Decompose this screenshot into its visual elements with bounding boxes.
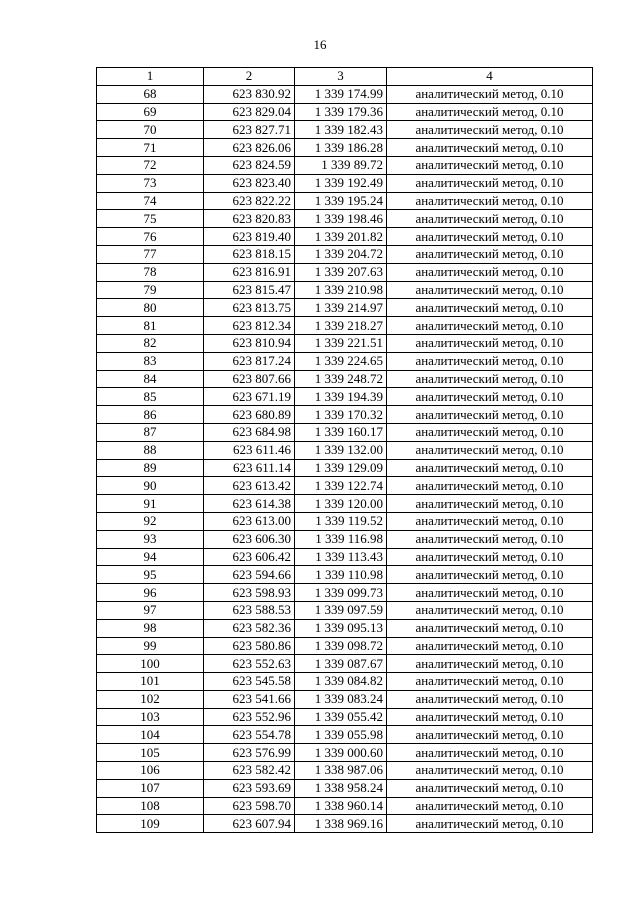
y-coordinate-cell: 1 339 119.52 [295, 512, 387, 530]
method-cell: аналитический метод, 0.10 [387, 637, 593, 655]
y-coordinate-cell: 1 338 960.14 [295, 797, 387, 815]
y-coordinate-cell: 1 339 248.72 [295, 370, 387, 388]
table-row [97, 192, 593, 210]
coordinates-table [96, 67, 593, 833]
x-coordinate-cell: 623 545.58 [204, 673, 295, 691]
point-number-cell: 103 [97, 708, 204, 726]
table-row [97, 512, 593, 530]
table-row [97, 441, 593, 459]
table-row [97, 726, 593, 744]
x-coordinate-cell: 623 816.91 [204, 263, 295, 281]
table-row [97, 388, 593, 406]
table-row [97, 530, 593, 548]
table-row [97, 601, 593, 619]
x-coordinate-cell: 623 815.47 [204, 281, 295, 299]
x-coordinate-cell: 623 611.14 [204, 459, 295, 477]
method-cell: аналитический метод, 0.10 [387, 245, 593, 263]
method-cell: аналитический метод, 0.10 [387, 584, 593, 602]
point-number-cell: 101 [97, 673, 204, 691]
table-row [97, 584, 593, 602]
point-number-cell: 96 [97, 584, 204, 602]
method-cell: аналитический метод, 0.10 [387, 192, 593, 210]
x-coordinate-cell: 623 607.94 [204, 815, 295, 833]
point-number-cell: 89 [97, 459, 204, 477]
x-coordinate-cell: 623 582.42 [204, 762, 295, 780]
point-number-cell: 105 [97, 744, 204, 762]
table-row [97, 708, 593, 726]
point-number-cell: 99 [97, 637, 204, 655]
x-coordinate-cell: 623 613.42 [204, 477, 295, 495]
method-cell: аналитический метод, 0.10 [387, 370, 593, 388]
x-coordinate-cell: 623 813.75 [204, 299, 295, 317]
y-coordinate-cell: 1 339 174.99 [295, 85, 387, 103]
y-coordinate-cell: 1 339 214.97 [295, 299, 387, 317]
point-number-cell: 109 [97, 815, 204, 833]
page-number: 16 [313, 37, 327, 52]
column-header-y: 3 [295, 68, 387, 86]
point-number-cell: 84 [97, 370, 204, 388]
table-row [97, 655, 593, 673]
table-row [97, 210, 593, 228]
table-row [97, 423, 593, 441]
method-cell: аналитический метод, 0.10 [387, 406, 593, 424]
x-coordinate-cell: 623 829.04 [204, 103, 295, 121]
y-coordinate-cell: 1 339 201.82 [295, 228, 387, 246]
method-cell: аналитический метод, 0.10 [387, 156, 593, 174]
y-coordinate-cell: 1 339 083.24 [295, 690, 387, 708]
point-number-cell: 70 [97, 121, 204, 139]
table-body [97, 85, 593, 832]
point-number-cell: 81 [97, 317, 204, 335]
y-coordinate-cell: 1 338 969.16 [295, 815, 387, 833]
table-row [97, 815, 593, 833]
x-coordinate-cell: 623 680.89 [204, 406, 295, 424]
y-coordinate-cell: 1 339 160.17 [295, 423, 387, 441]
method-cell: аналитический метод, 0.10 [387, 673, 593, 691]
y-coordinate-cell: 1 339 204.72 [295, 245, 387, 263]
table-row [97, 263, 593, 281]
table-row [97, 619, 593, 637]
point-number-cell: 102 [97, 690, 204, 708]
table-row [97, 762, 593, 780]
y-coordinate-cell: 1 339 170.32 [295, 406, 387, 424]
table-header-row [97, 68, 593, 86]
method-cell: аналитический метод, 0.10 [387, 726, 593, 744]
y-coordinate-cell: 1 339 110.98 [295, 566, 387, 584]
method-cell: аналитический метод, 0.10 [387, 103, 593, 121]
x-coordinate-cell: 623 810.94 [204, 334, 295, 352]
point-number-cell: 73 [97, 174, 204, 192]
table-row [97, 637, 593, 655]
y-coordinate-cell: 1 339 098.72 [295, 637, 387, 655]
method-cell: аналитический метод, 0.10 [387, 459, 593, 477]
x-coordinate-cell: 623 580.86 [204, 637, 295, 655]
table-row [97, 406, 593, 424]
x-coordinate-cell: 623 822.22 [204, 192, 295, 210]
y-coordinate-cell: 1 339 095.13 [295, 619, 387, 637]
point-number-cell: 76 [97, 228, 204, 246]
table-row [97, 744, 593, 762]
method-cell: аналитический метод, 0.10 [387, 690, 593, 708]
method-cell: аналитический метод, 0.10 [387, 388, 593, 406]
method-cell: аналитический метод, 0.10 [387, 121, 593, 139]
table-row [97, 121, 593, 139]
point-number-cell: 78 [97, 263, 204, 281]
table-row [97, 228, 593, 246]
method-cell: аналитический метод, 0.10 [387, 228, 593, 246]
method-cell: аналитический метод, 0.10 [387, 210, 593, 228]
table-row [97, 85, 593, 103]
point-number-cell: 92 [97, 512, 204, 530]
method-cell: аналитический метод, 0.10 [387, 423, 593, 441]
y-coordinate-cell: 1 339 055.42 [295, 708, 387, 726]
method-cell: аналитический метод, 0.10 [387, 655, 593, 673]
table-row [97, 673, 593, 691]
x-coordinate-cell: 623 598.70 [204, 797, 295, 815]
point-number-cell: 69 [97, 103, 204, 121]
point-number-cell: 104 [97, 726, 204, 744]
x-coordinate-cell: 623 824.59 [204, 156, 295, 174]
x-coordinate-cell: 623 671.19 [204, 388, 295, 406]
point-number-cell: 75 [97, 210, 204, 228]
point-number-cell: 91 [97, 495, 204, 513]
y-coordinate-cell: 1 339 198.46 [295, 210, 387, 228]
point-number-cell: 79 [97, 281, 204, 299]
y-coordinate-cell: 1 339 224.65 [295, 352, 387, 370]
y-coordinate-cell: 1 339 218.27 [295, 317, 387, 335]
method-cell: аналитический метод, 0.10 [387, 797, 593, 815]
table-row [97, 103, 593, 121]
method-cell: аналитический метод, 0.10 [387, 548, 593, 566]
point-number-cell: 94 [97, 548, 204, 566]
method-cell: аналитический метод, 0.10 [387, 334, 593, 352]
table-row [97, 459, 593, 477]
point-number-cell: 106 [97, 762, 204, 780]
y-coordinate-cell: 1 339 195.24 [295, 192, 387, 210]
point-number-cell: 86 [97, 406, 204, 424]
y-coordinate-cell: 1 339 116.98 [295, 530, 387, 548]
point-number-cell: 95 [97, 566, 204, 584]
y-coordinate-cell: 1 339 122.74 [295, 477, 387, 495]
x-coordinate-cell: 623 606.30 [204, 530, 295, 548]
point-number-cell: 74 [97, 192, 204, 210]
method-cell: аналитический метод, 0.10 [387, 530, 593, 548]
y-coordinate-cell: 1 339 207.63 [295, 263, 387, 281]
y-coordinate-cell: 1 338 958.24 [295, 779, 387, 797]
y-coordinate-cell: 1 339 179.36 [295, 103, 387, 121]
x-coordinate-cell: 623 598.93 [204, 584, 295, 602]
table-row [97, 245, 593, 263]
x-coordinate-cell: 623 593.69 [204, 779, 295, 797]
column-header-x: 2 [204, 68, 295, 86]
table-row [97, 779, 593, 797]
method-cell: аналитический метод, 0.10 [387, 263, 593, 281]
table-row [97, 370, 593, 388]
y-coordinate-cell: 1 339 186.28 [295, 139, 387, 157]
column-header-point-number: 1 [97, 68, 204, 86]
x-coordinate-cell: 623 830.92 [204, 85, 295, 103]
point-number-cell: 100 [97, 655, 204, 673]
y-coordinate-cell: 1 339 055.98 [295, 726, 387, 744]
point-number-cell: 88 [97, 441, 204, 459]
point-number-cell: 108 [97, 797, 204, 815]
x-coordinate-cell: 623 820.83 [204, 210, 295, 228]
method-cell: аналитический метод, 0.10 [387, 85, 593, 103]
y-coordinate-cell: 1 339 132.00 [295, 441, 387, 459]
point-number-cell: 87 [97, 423, 204, 441]
method-cell: аналитический метод, 0.10 [387, 299, 593, 317]
x-coordinate-cell: 623 552.63 [204, 655, 295, 673]
point-number-cell: 68 [97, 85, 204, 103]
method-cell: аналитический метод, 0.10 [387, 744, 593, 762]
y-coordinate-cell: 1 339 099.73 [295, 584, 387, 602]
x-coordinate-cell: 623 827.71 [204, 121, 295, 139]
x-coordinate-cell: 623 812.34 [204, 317, 295, 335]
x-coordinate-cell: 623 611.46 [204, 441, 295, 459]
x-coordinate-cell: 623 541.66 [204, 690, 295, 708]
point-number-cell: 90 [97, 477, 204, 495]
table-row [97, 334, 593, 352]
method-cell: аналитический метод, 0.10 [387, 619, 593, 637]
point-number-cell: 72 [97, 156, 204, 174]
y-coordinate-cell: 1 338 987.06 [295, 762, 387, 780]
y-coordinate-cell: 1 339 210.98 [295, 281, 387, 299]
point-number-cell: 107 [97, 779, 204, 797]
x-coordinate-cell: 623 826.06 [204, 139, 295, 157]
table-row [97, 477, 593, 495]
table-row [97, 139, 593, 157]
y-coordinate-cell: 1 339 89.72 [295, 156, 387, 174]
table-row [97, 548, 593, 566]
point-number-cell: 97 [97, 601, 204, 619]
y-coordinate-cell: 1 339 129.09 [295, 459, 387, 477]
point-number-cell: 83 [97, 352, 204, 370]
method-cell: аналитический метод, 0.10 [387, 762, 593, 780]
method-cell: аналитический метод, 0.10 [387, 495, 593, 513]
x-coordinate-cell: 623 588.53 [204, 601, 295, 619]
x-coordinate-cell: 623 582.36 [204, 619, 295, 637]
y-coordinate-cell: 1 339 113.43 [295, 548, 387, 566]
method-cell: аналитический метод, 0.10 [387, 441, 593, 459]
point-number-cell: 93 [97, 530, 204, 548]
y-coordinate-cell: 1 339 000.60 [295, 744, 387, 762]
table-row [97, 566, 593, 584]
x-coordinate-cell: 623 606.42 [204, 548, 295, 566]
x-coordinate-cell: 623 614.38 [204, 495, 295, 513]
y-coordinate-cell: 1 339 097.59 [295, 601, 387, 619]
y-coordinate-cell: 1 339 087.67 [295, 655, 387, 673]
x-coordinate-cell: 623 807.66 [204, 370, 295, 388]
table-row [97, 299, 593, 317]
y-coordinate-cell: 1 339 182.43 [295, 121, 387, 139]
table-row [97, 797, 593, 815]
point-number-cell: 77 [97, 245, 204, 263]
column-header-method: 4 [387, 68, 593, 86]
point-number-cell: 98 [97, 619, 204, 637]
method-cell: аналитический метод, 0.10 [387, 512, 593, 530]
table-row [97, 690, 593, 708]
method-cell: аналитический метод, 0.10 [387, 815, 593, 833]
y-coordinate-cell: 1 339 221.51 [295, 334, 387, 352]
x-coordinate-cell: 623 552.96 [204, 708, 295, 726]
x-coordinate-cell: 623 576.99 [204, 744, 295, 762]
method-cell: аналитический метод, 0.10 [387, 708, 593, 726]
x-coordinate-cell: 623 819.40 [204, 228, 295, 246]
table-row [97, 156, 593, 174]
y-coordinate-cell: 1 339 120.00 [295, 495, 387, 513]
x-coordinate-cell: 623 554.78 [204, 726, 295, 744]
method-cell: аналитический метод, 0.10 [387, 174, 593, 192]
y-coordinate-cell: 1 339 192.49 [295, 174, 387, 192]
point-number-cell: 82 [97, 334, 204, 352]
method-cell: аналитический метод, 0.10 [387, 779, 593, 797]
method-cell: аналитический метод, 0.10 [387, 139, 593, 157]
table-row [97, 317, 593, 335]
method-cell: аналитический метод, 0.10 [387, 352, 593, 370]
x-coordinate-cell: 623 817.24 [204, 352, 295, 370]
table-row [97, 174, 593, 192]
method-cell: аналитический метод, 0.10 [387, 601, 593, 619]
table-row [97, 281, 593, 299]
x-coordinate-cell: 623 594.66 [204, 566, 295, 584]
x-coordinate-cell: 623 684.98 [204, 423, 295, 441]
point-number-cell: 80 [97, 299, 204, 317]
x-coordinate-cell: 623 613.00 [204, 512, 295, 530]
table-row [97, 352, 593, 370]
x-coordinate-cell: 623 818.15 [204, 245, 295, 263]
x-coordinate-cell: 623 823.40 [204, 174, 295, 192]
method-cell: аналитический метод, 0.10 [387, 566, 593, 584]
method-cell: аналитический метод, 0.10 [387, 317, 593, 335]
y-coordinate-cell: 1 339 194.39 [295, 388, 387, 406]
point-number-cell: 85 [97, 388, 204, 406]
table-row [97, 495, 593, 513]
method-cell: аналитический метод, 0.10 [387, 281, 593, 299]
point-number-cell: 71 [97, 139, 204, 157]
method-cell: аналитический метод, 0.10 [387, 477, 593, 495]
y-coordinate-cell: 1 339 084.82 [295, 673, 387, 691]
